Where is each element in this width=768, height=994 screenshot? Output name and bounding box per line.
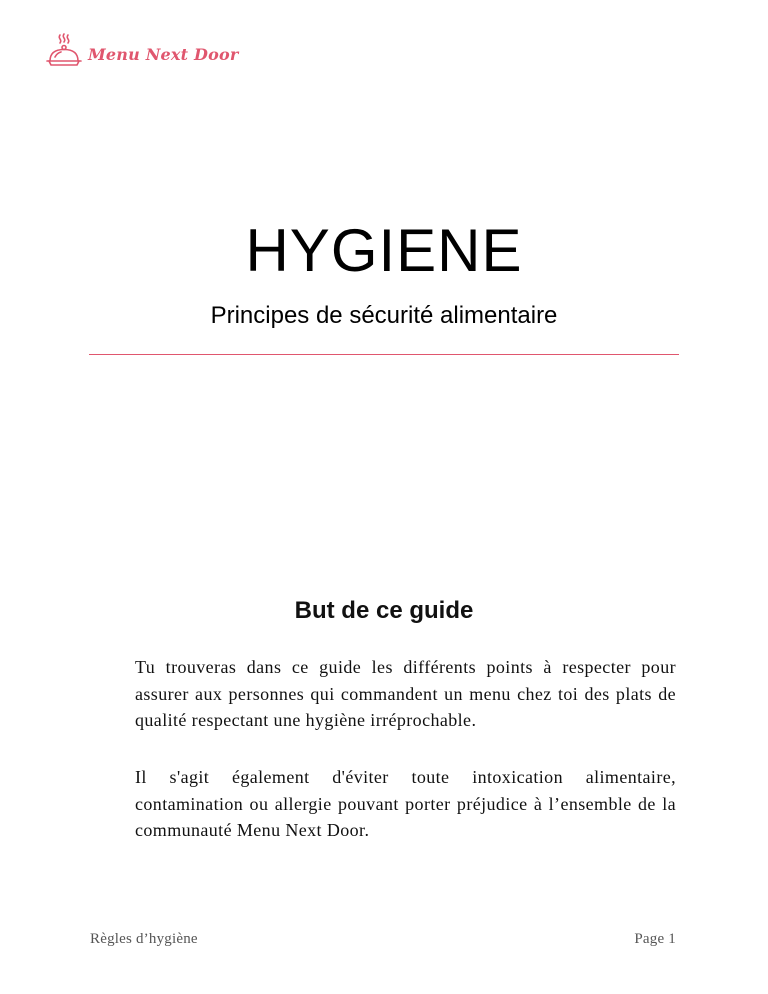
brand-name: Menu Next Door [88,44,239,64]
footer-title: Règles d’hygiène [90,931,198,947]
page-number: Page 1 [634,931,676,947]
divider-line [89,354,679,355]
document-title: HYGIENE [245,217,523,284]
body-paragraph: Il s'agit également d'éviter toute intoxication alimentaire, contamination ou allergie pouvant porter préjudice à l’ensemble de la communauté Menu Next Door. [135,767,676,840]
document-subtitle: Principes de sécurité alimentaire [210,302,558,329]
brand-logo [44,33,238,69]
body-paragraph: Tu trouveras dans ce guide les différents points à respecter pour assurer aux personnes qui commandent un menu chez toi des plats de qualité respectant une hygiène irréprochable. [135,657,676,730]
cloche-icon [44,33,82,69]
section-heading: But de ce guide [294,597,474,624]
